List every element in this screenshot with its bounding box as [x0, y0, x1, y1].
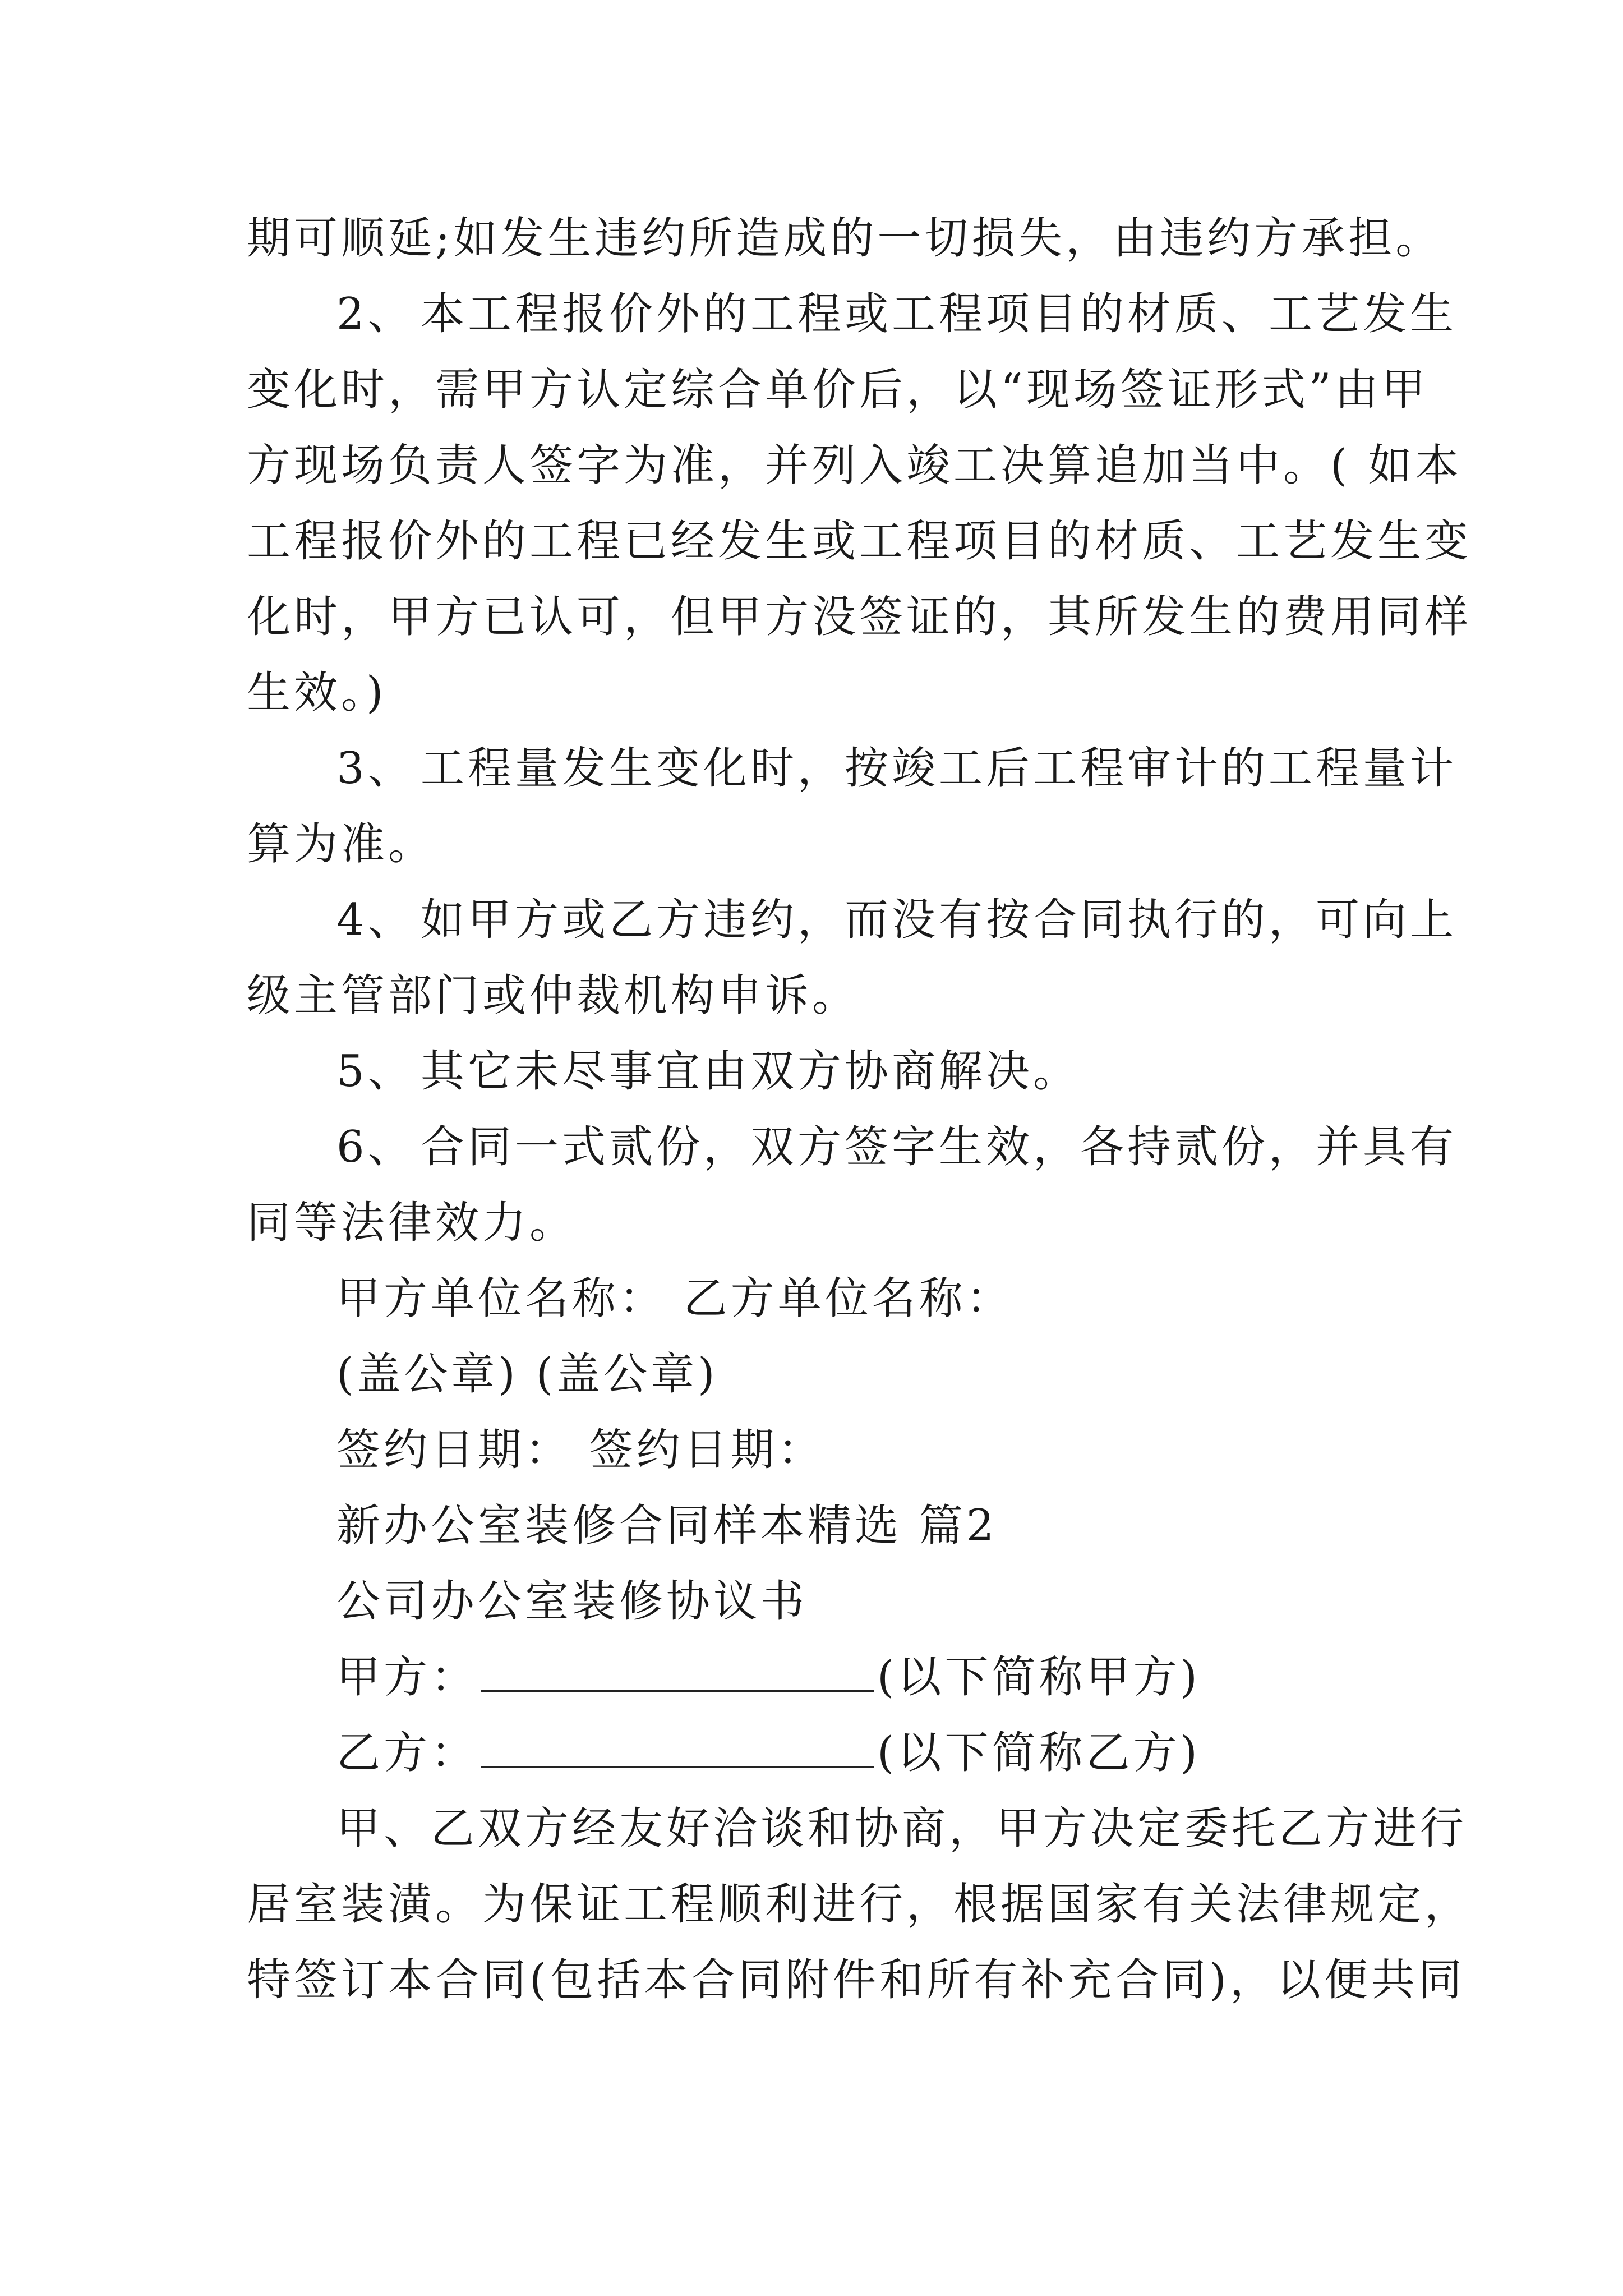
- clause-2-line: [336, 286, 1457, 342]
- signature-dates: 签约日期： 签约日期：: [336, 1425, 825, 1475]
- paragraph-line: 方现场负责人签字为准，并列入竣工决算追加当中。( 如本: [247, 440, 1463, 491]
- paragraph-line: 级主管部门或仲裁机构申诉。: [247, 970, 860, 1021]
- clause-number: 2、: [336, 289, 415, 339]
- party-a-blank-field: [481, 1651, 874, 1692]
- clause-text: 其它未尽事宜由双方协商解决。: [421, 1046, 1081, 1097]
- clause-5-line: [336, 1043, 1080, 1099]
- paragraph-line: 算为准。: [247, 819, 436, 869]
- party-b-label: 乙方：: [336, 1728, 478, 1778]
- party-b-suffix: (以下简称乙方): [877, 1728, 1201, 1778]
- paragraph-line: 期可顺延;如发生违约所造成的一切损失，由违约方承担。: [247, 213, 1443, 264]
- clause-3-line: [336, 740, 1457, 797]
- clause-text: 如甲方或乙方违约，而没有按合同执行的，可向上: [421, 895, 1458, 945]
- paragraph-line: 变化时，需甲方认定综合单价后，以“现场签证形式”由甲: [247, 365, 1429, 415]
- clause-6-line: [336, 1119, 1457, 1175]
- clause-number: 3、: [336, 743, 415, 794]
- party-b-line: [336, 1725, 1201, 1781]
- signature-seals: (盖公章) (盖公章): [336, 1349, 718, 1400]
- party-b-blank-field: [481, 1727, 874, 1768]
- intro-line: 甲、乙双方经友好洽谈和协商，甲方决定委托乙方进行: [336, 1803, 1468, 1854]
- clause-text: 本工程报价外的工程或工程项目的材质、工艺发生: [421, 289, 1458, 339]
- paragraph-line: 工程报价外的工程已经发生或工程项目的材质、工艺发生变: [247, 516, 1472, 567]
- clause-number: 4、: [336, 895, 415, 945]
- party-a-label: 甲方：: [336, 1652, 478, 1703]
- paragraph-line: 化时，甲方已认可，但甲方没签证的，其所发生的费用同样: [247, 592, 1472, 642]
- party-a-suffix: (以下简称甲方): [877, 1652, 1201, 1703]
- section-heading: 新办公室装修合同样本精选 篇2: [336, 1501, 998, 1551]
- paragraph-line: 生效。): [247, 668, 387, 718]
- clause-4-line: [336, 892, 1457, 948]
- clause-number: 6、: [336, 1122, 415, 1172]
- paragraph-line: 特签订本合同(包括本合同附件和所有补充合同)，以便共同: [247, 1955, 1465, 2005]
- signature-unit-names: 甲方单位名称： 乙方单位名称：: [336, 1273, 1013, 1324]
- clause-text: 工程量发生变化时，按竣工后工程审计的工程量计: [421, 743, 1458, 794]
- party-a-line: [336, 1649, 1201, 1705]
- agreement-title: 公司办公室装修协议书: [336, 1576, 808, 1627]
- clause-text: 合同一式贰份，双方签字生效，各持贰份，并具有: [421, 1122, 1458, 1172]
- paragraph-line: 同等法律效力。: [247, 1198, 577, 1248]
- paragraph-line: 居室装潢。为保证工程顺利进行，根据国家有关法律规定，: [247, 1879, 1472, 1930]
- clause-number: 5、: [336, 1046, 415, 1097]
